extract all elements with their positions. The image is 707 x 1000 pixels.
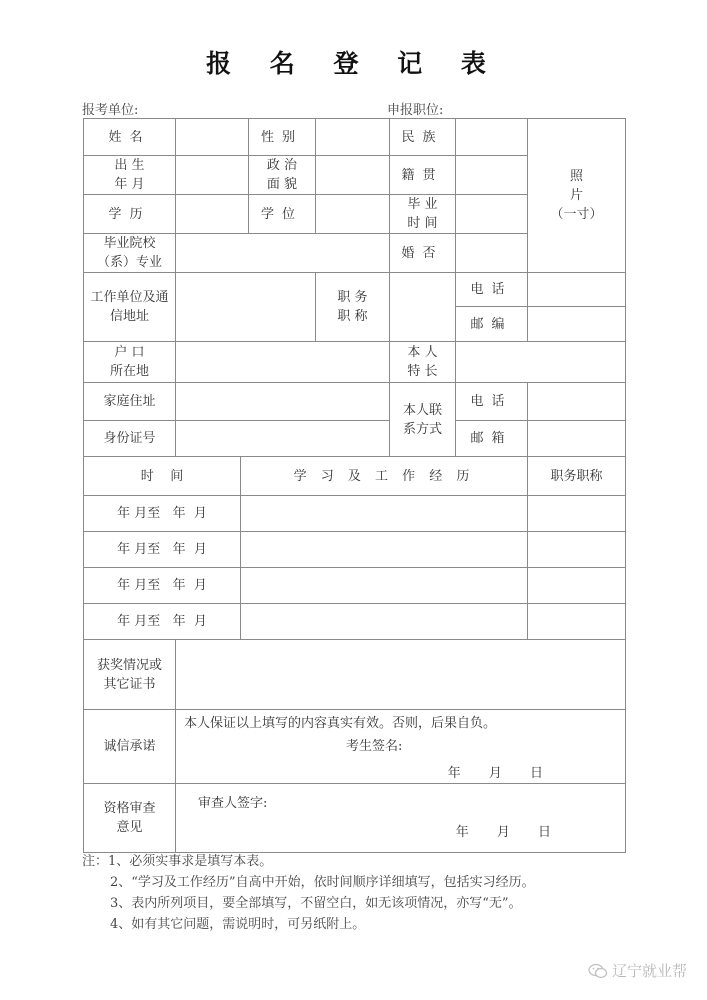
id-number-label: 身份证号: [84, 421, 176, 457]
gender-field[interactable]: [316, 119, 390, 156]
home-address-label: 家庭住址: [84, 383, 176, 421]
graduation-field[interactable]: [456, 195, 528, 234]
specialty-label: 本 人 特 长: [390, 342, 456, 383]
integrity-date: 年 月 日: [447, 766, 555, 781]
wechat-icon: [588, 963, 608, 979]
education-field[interactable]: [176, 195, 249, 234]
history-post-cell[interactable]: [528, 568, 626, 604]
native-label: 籍贯: [390, 156, 456, 195]
history-row: [84, 496, 626, 532]
degree-label: 学位: [249, 195, 316, 234]
awards-label: 获奖情况或 其它证书: [84, 640, 176, 710]
photo-box[interactable]: 照 片 （一寸）: [528, 119, 626, 273]
work-unit-label: 工作单位及通 信地址: [84, 273, 176, 342]
history-post-cell[interactable]: [528, 532, 626, 568]
notes: [82, 851, 535, 935]
integrity-field[interactable]: [176, 710, 626, 784]
history-exp-header: 学 习 及 工 作 经 历: [241, 457, 528, 496]
mailbox-label: 邮箱: [456, 421, 528, 457]
ethnicity-label: 民族: [390, 119, 456, 156]
hukou-field[interactable]: [176, 342, 390, 383]
history-row: [84, 532, 626, 568]
ethnicity-field[interactable]: [456, 119, 528, 156]
politics-label: 政 治 面 貌: [249, 156, 316, 195]
id-number-field[interactable]: [176, 421, 390, 457]
gender-label: 性别: [249, 119, 316, 156]
history-post-cell[interactable]: [528, 604, 626, 640]
reviewer-signature-label: 审查人签字:: [198, 796, 268, 811]
history-exp-cell[interactable]: [241, 604, 528, 640]
unit-label: 报考单位:: [82, 103, 139, 118]
name-field[interactable]: [176, 119, 249, 156]
history-time-cell[interactable]: 年 月至 年 月: [84, 532, 241, 568]
history-time-cell[interactable]: 年 月至 年 月: [84, 496, 241, 532]
note-line: 注：1、必须实事求是填写本表。: [82, 854, 273, 869]
history-post-cell[interactable]: [528, 496, 626, 532]
postcode-label: 邮编: [456, 307, 528, 342]
postcode-field[interactable]: [528, 307, 626, 342]
page-title: 报 名 登 记 表: [206, 49, 501, 78]
politics-field[interactable]: [316, 156, 390, 195]
candidate-signature-label: 考生签名:: [346, 739, 403, 754]
history-exp-cell[interactable]: [241, 532, 528, 568]
name-label: 姓名: [84, 119, 176, 156]
hukou-label: 户 口 所在地: [84, 342, 176, 383]
birth-field[interactable]: [176, 156, 249, 195]
note-line: 2、“学习及工作经历”自高中开始，依时间顺序详细填写，包括实习经历。: [110, 875, 535, 890]
history-row: [84, 604, 626, 640]
work-unit-field[interactable]: [176, 273, 316, 342]
home-address-field[interactable]: [176, 383, 390, 421]
history-exp-cell[interactable]: [241, 496, 528, 532]
watermark: [588, 960, 687, 981]
education-label: 学历: [84, 195, 176, 234]
review-field[interactable]: [176, 784, 626, 853]
phone2-field[interactable]: [528, 383, 626, 421]
note-line: 3、表内所列项目，要全部填写，不留空白，如无该项情况，亦写“无”。: [110, 896, 522, 911]
birth-label: 出 生 年 月: [84, 156, 176, 195]
history-post-header: 职务职称: [528, 457, 626, 496]
phone-label: 电话: [456, 273, 528, 307]
integrity-label: 诚信承诺: [84, 710, 176, 784]
graduation-label: 毕 业 时 间: [390, 195, 456, 234]
history-exp-cell[interactable]: [241, 568, 528, 604]
history-row: [84, 568, 626, 604]
native-field[interactable]: [456, 156, 528, 195]
post-title-label: 职 务 职 称: [316, 273, 390, 342]
watermark-text: 辽宁就业帮: [611, 962, 687, 980]
history-time-cell[interactable]: 年 月至 年 月: [84, 604, 241, 640]
specialty-field[interactable]: [456, 342, 626, 383]
contact-label: 本人联 系方式: [390, 383, 456, 457]
degree-field[interactable]: [316, 195, 390, 234]
marital-label: 婚否: [390, 234, 456, 273]
school-field[interactable]: [176, 234, 390, 273]
phone2-label: 电话: [456, 383, 528, 421]
note-line: 4、如有其它问题，需说明时，可另纸附上。: [110, 917, 366, 932]
history-time-cell[interactable]: 年 月至 年 月: [84, 568, 241, 604]
phone-field[interactable]: [528, 273, 626, 307]
school-label: 毕业院校 （系）专业: [84, 234, 176, 273]
history-time-header: 时 间: [84, 457, 241, 496]
position-label: 申报职位:: [387, 103, 444, 118]
registration-table: [83, 118, 626, 853]
post-title-field[interactable]: [390, 273, 456, 342]
review-date: 年 月 日: [455, 825, 563, 840]
mailbox-field[interactable]: [528, 421, 626, 457]
marital-field[interactable]: [456, 234, 528, 273]
awards-field[interactable]: [176, 640, 626, 710]
review-label: 资格审查 意见: [84, 784, 176, 853]
integrity-statement: 本人保证以上填写的内容真实有效。否则，后果自负。: [184, 716, 497, 731]
